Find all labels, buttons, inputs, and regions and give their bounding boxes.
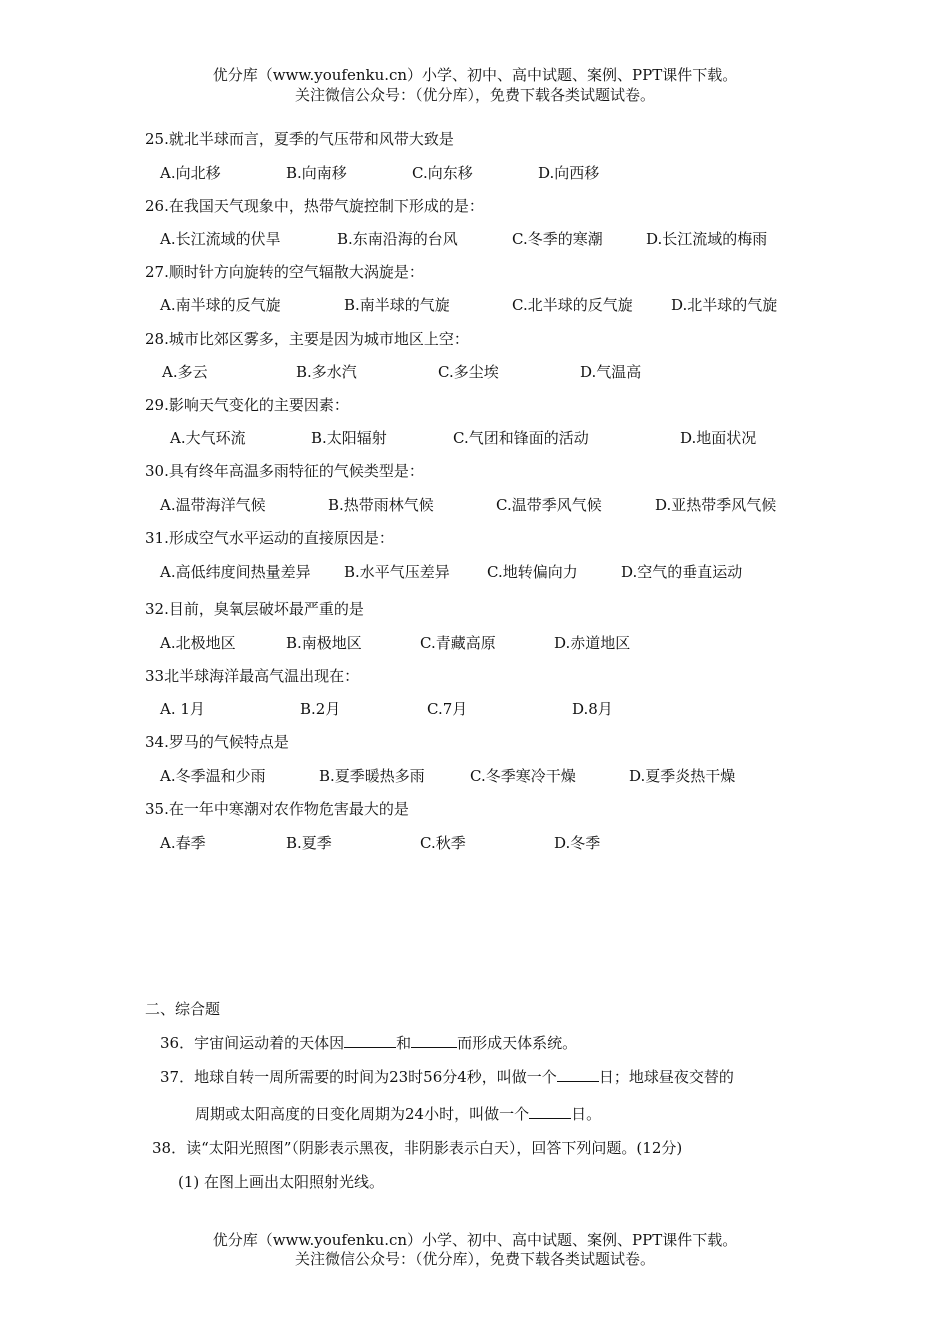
header-line-1: 优分库（www.youfenku.cn）小学、初中、高中试题、案例、PPT课件下载。: [212, 66, 738, 84]
q30-option-d: D.亚热带季风气候: [655, 496, 777, 514]
question-26-stem: 26.在我国天气现象中，热带气旋控制下形成的是：: [145, 197, 484, 215]
q27-option-d: D.北半球的气旋: [671, 296, 778, 314]
q31-option-a: A.高低纬度间热量差异: [160, 563, 311, 581]
question-33-stem: 33北半球海洋最高气温出现在：: [145, 667, 360, 685]
q25-option-b: B.向南移: [286, 164, 347, 182]
question-35-stem: 35.在一年中寒潮对农作物危害最大的是: [145, 800, 409, 818]
q27-option-b: B.南半球的气旋: [344, 296, 450, 314]
question-37-line-2: [195, 1102, 601, 1124]
q37-text-d: 日。: [571, 1105, 602, 1123]
q33-option-d: D.8月: [572, 700, 613, 718]
question-30-stem: 30.具有终年高温多雨特征的气候类型是：: [145, 462, 424, 480]
q25-option-a: A.向北移: [160, 164, 221, 182]
question-27-stem: 27.顺时针方向旋转的空气辐散大涡旋是：: [145, 263, 424, 281]
q25-option-c: C.向东移: [412, 164, 473, 182]
q32-option-c: C.青藏高原: [420, 634, 496, 652]
q34-option-c: C.冬季寒冷干燥: [470, 767, 576, 785]
question-34-stem: 34.罗马的气候特点是: [145, 733, 289, 751]
q29-option-b: B.太阳辐射: [311, 429, 387, 447]
q36-text-a: 36．宇宙间运动着的天体因: [160, 1034, 345, 1052]
q37-text-a: 37．地球自转一周所需要的时间为23时56分4秒，叫做一个: [160, 1068, 557, 1086]
q28-option-b: B.多水汽: [296, 363, 357, 381]
q37-blank-1[interactable]: [557, 1065, 599, 1082]
q35-option-b: B.夏季: [286, 834, 332, 852]
q34-option-a: A.冬季温和少雨: [160, 767, 266, 785]
question-29-stem: 29.影响天气变化的主要因素：: [145, 396, 349, 414]
q31-option-c: C.地转偏向力: [487, 563, 578, 581]
q35-option-a: A.春季: [160, 834, 206, 852]
q25-option-d: D.向西移: [538, 164, 600, 182]
q36-text-c: 而形成天体系统。: [457, 1034, 578, 1052]
q29-option-d: D.地面状况: [680, 429, 757, 447]
q29-option-c: C.气团和锋面的活动: [453, 429, 589, 447]
q30-option-c: C.温带季风气候: [496, 496, 602, 514]
q32-option-a: A.北极地区: [160, 634, 236, 652]
footer-line-1: 优分库（www.youfenku.cn）小学、初中、高中试题、案例、PPT课件下载。: [212, 1231, 738, 1249]
question-31-stem: 31.形成空气水平运动的直接原因是：: [145, 529, 394, 547]
q36-blank-2[interactable]: [411, 1031, 457, 1048]
question-37-line-1: [160, 1065, 734, 1087]
q33-option-b: B.2月: [300, 700, 341, 718]
q33-option-a: A. 1月: [160, 700, 205, 718]
q31-option-d: D.空气的垂直运动: [621, 563, 743, 581]
q34-option-b: B.夏季暖热多雨: [319, 767, 425, 785]
q35-option-c: C.秋季: [420, 834, 466, 852]
question-25-stem: 25.就北半球而言，夏季的气压带和风带大致是: [145, 130, 454, 148]
q32-option-b: B.南极地区: [286, 634, 362, 652]
q28-option-c: C.多尘埃: [438, 363, 499, 381]
q37-blank-2[interactable]: [529, 1102, 571, 1119]
q31-option-b: B.水平气压差异: [344, 563, 450, 581]
q35-option-d: D.冬季: [554, 834, 601, 852]
question-36: [160, 1031, 577, 1053]
q27-option-c: C.北半球的反气旋: [512, 296, 633, 314]
q26-option-c: C.冬季的寒潮: [512, 230, 603, 248]
header-line-2: 关注微信公众号：（优分库），免费下载各类试题试卷。: [294, 86, 655, 104]
question-38-sub-1: (1) 在图上画出太阳照射光线。: [178, 1173, 385, 1191]
q37-text-c: 周期或太阳高度的日变化周期为24小时，叫做一个: [195, 1105, 530, 1123]
section-2-title: 二、综合题: [145, 1000, 221, 1018]
q34-option-d: D.夏季炎热干燥: [629, 767, 736, 785]
q28-option-a: A.多云: [162, 363, 208, 381]
q29-option-a: A.大气环流: [170, 429, 246, 447]
q36-text-b: 和: [396, 1034, 412, 1052]
question-32-stem: 32.目前，臭氧层破坏最严重的是: [145, 600, 364, 618]
q30-option-b: B.热带雨林气候: [328, 496, 434, 514]
q36-blank-1[interactable]: [344, 1031, 396, 1048]
footer-line-2: 关注微信公众号：（优分库），免费下载各类试题试卷。: [294, 1250, 655, 1268]
q26-option-a: A.长江流域的伏旱: [160, 230, 281, 248]
question-28-stem: 28.城市比郊区雾多，主要是因为城市地区上空：: [145, 330, 469, 348]
q27-option-a: A.南半球的反气旋: [160, 296, 281, 314]
q33-option-c: C.7月: [427, 700, 468, 718]
q28-option-d: D.气温高: [580, 363, 642, 381]
q26-option-b: B.东南沿海的台风: [337, 230, 458, 248]
q30-option-a: A.温带海洋气候: [160, 496, 266, 514]
q32-option-d: D.赤道地区: [554, 634, 631, 652]
q37-text-b: 日；地球昼夜交替的: [598, 1068, 734, 1086]
q26-option-d: D.长江流域的梅雨: [646, 230, 768, 248]
question-38-stem: 38．读“太阳光照图”（阴影表示黑夜，非阴影表示白天），回答下列问题。(12分): [152, 1139, 683, 1157]
